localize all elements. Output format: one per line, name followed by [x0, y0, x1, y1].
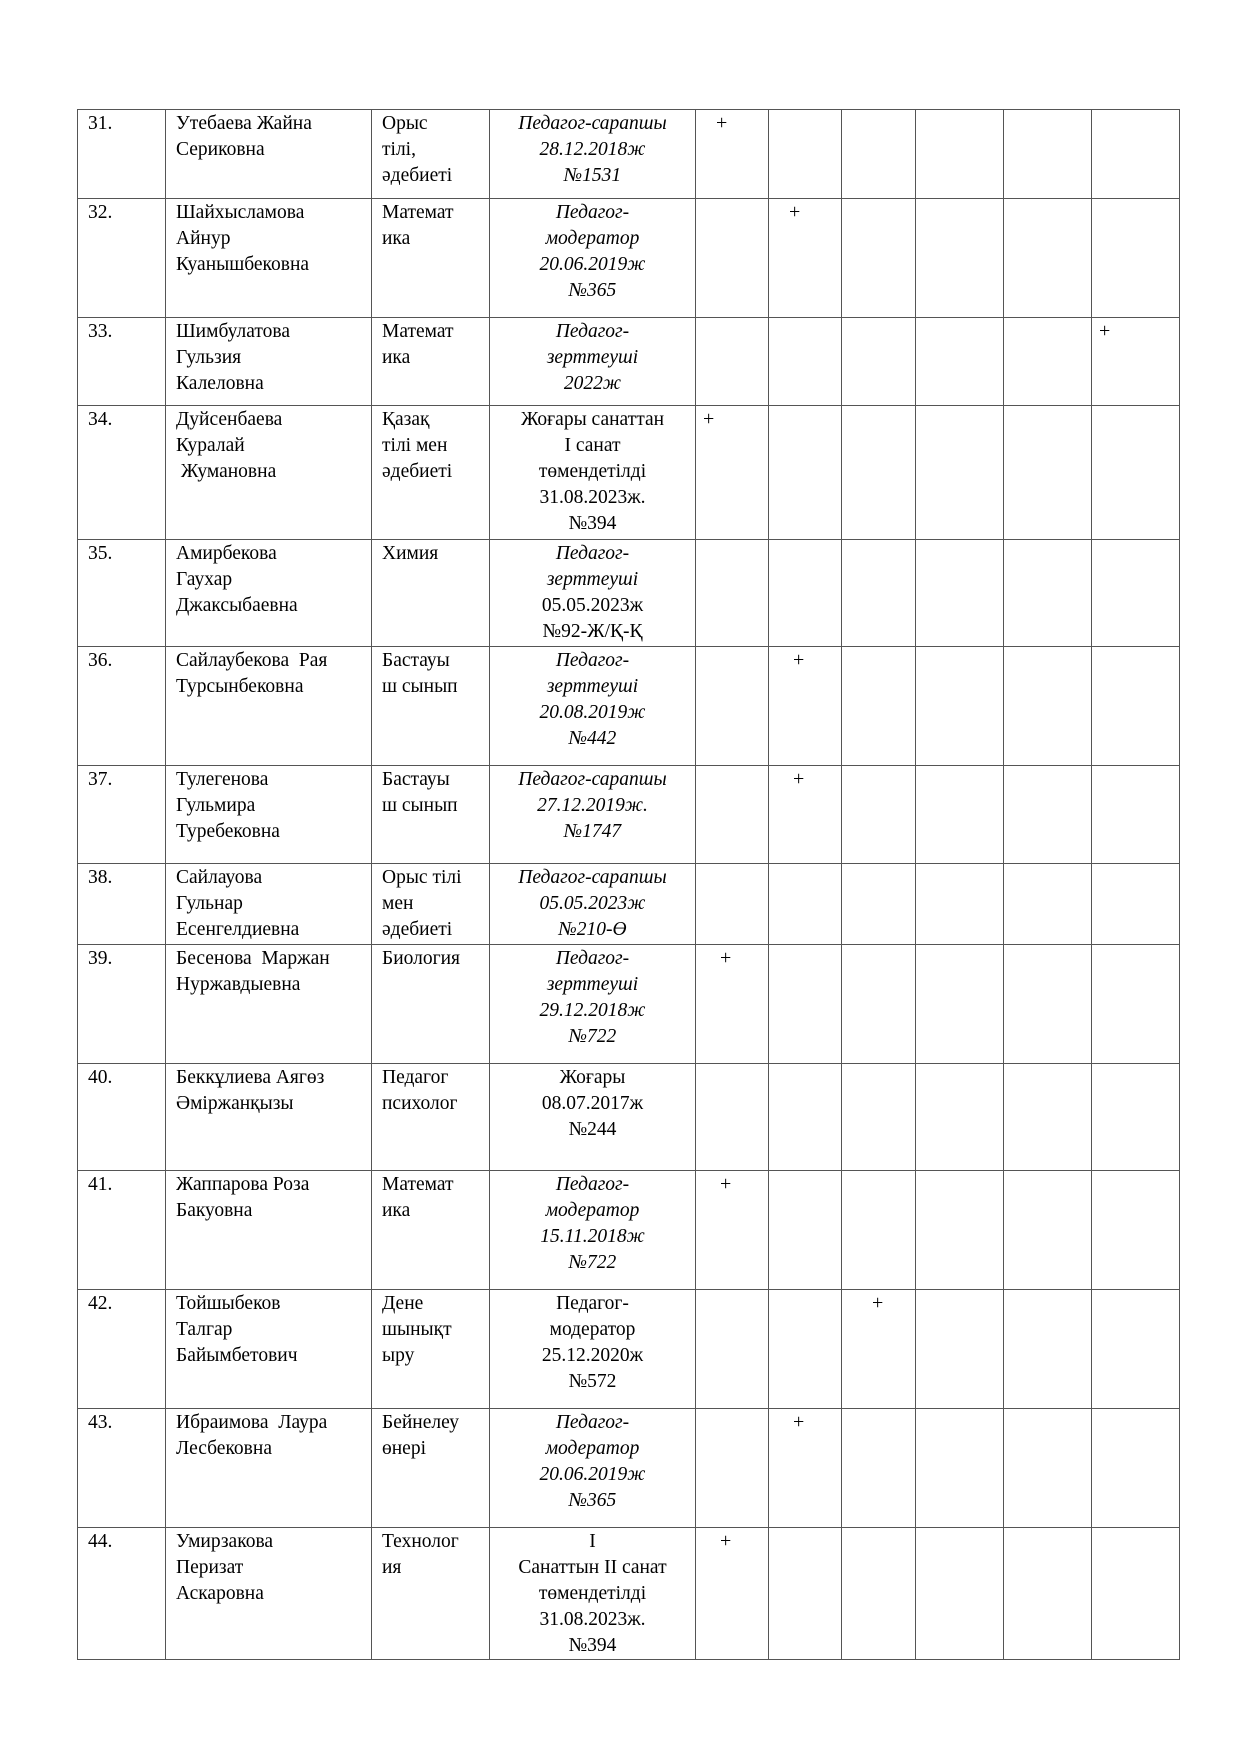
table-row [78, 406, 1180, 540]
cell-line: 05.05.2023ж [539, 893, 646, 914]
mark-cell [696, 945, 769, 1064]
mark-cell [769, 540, 842, 647]
cell-line: Джаксыбаевна [176, 595, 298, 616]
mark-cell [916, 1171, 1004, 1290]
cell-line: Педагог- [555, 321, 630, 342]
mark-cell [769, 1290, 842, 1409]
cell-line: ия [382, 1557, 402, 1578]
mark-cell [1092, 318, 1180, 406]
subject [372, 110, 490, 199]
table-row [78, 1290, 1180, 1409]
mark-cell [916, 766, 1004, 864]
mark-cell [769, 1409, 842, 1528]
cell-line: Сериковна [176, 139, 265, 160]
cell-line: Бастауы [382, 650, 450, 671]
teacher-name [166, 199, 372, 318]
mark-cell [1004, 110, 1092, 199]
mark-cell [696, 406, 769, 540]
cell-line: 31.08.2023ж. [539, 1609, 646, 1630]
cell-line: Турсынбековна [176, 676, 304, 697]
cell-line: I [589, 1531, 596, 1552]
cell-line: 08.07.2017ж [541, 1093, 644, 1114]
cell-line: Беккұлиева Аягөз [176, 1067, 325, 1088]
cell-line: Жоғары [559, 1067, 626, 1088]
cell-line: Куанышбековна [176, 254, 310, 275]
qualification-category [490, 406, 696, 540]
row-number: 31. [78, 110, 166, 199]
cell-line: ика [382, 1200, 411, 1221]
mark-cell [1004, 540, 1092, 647]
qualification-category [490, 540, 696, 647]
cell-line: 2022ж [563, 373, 622, 394]
cell-line: Айнур [176, 228, 231, 249]
mark-cell [916, 864, 1004, 945]
mark-cell [842, 1171, 916, 1290]
cell-line: №210-Ө [558, 919, 627, 940]
teacher-name [166, 406, 372, 540]
mark-cell [1092, 1528, 1180, 1660]
cell-line: Орыс [382, 113, 428, 134]
teacher-name [166, 864, 372, 945]
cell-line: Бейнелеу [382, 1412, 460, 1433]
cell-line: Сайлауова [176, 867, 263, 888]
mark-cell [1092, 540, 1180, 647]
mark-cell [769, 766, 842, 864]
mark-cell [1092, 199, 1180, 318]
cell-line: Педагог- [555, 202, 630, 223]
cell-line: Жаппарова Роза [176, 1174, 310, 1195]
mark-cell [916, 1528, 1004, 1660]
row-number: 34. [78, 406, 166, 540]
table-row [78, 766, 1180, 864]
mark-cell [916, 199, 1004, 318]
teacher-name [166, 647, 372, 766]
mark-cell [769, 864, 842, 945]
mark-cell [842, 318, 916, 406]
qualification-category [490, 1290, 696, 1409]
qualification-category [490, 1171, 696, 1290]
mark-cell [916, 647, 1004, 766]
mark-cell [916, 1064, 1004, 1171]
mark-cell [1092, 1064, 1180, 1171]
cell-line: Туребековна [176, 821, 280, 842]
cell-line: өнері [382, 1438, 427, 1459]
subject [372, 1064, 490, 1171]
mark-cell [1092, 1290, 1180, 1409]
mark-cell [842, 864, 916, 945]
mark-cell [916, 1409, 1004, 1528]
mark-cell [842, 540, 916, 647]
cell-line: зерттеуші [546, 974, 639, 995]
cell-line: Қазақ [382, 409, 430, 430]
cell-line: Тулегенова [176, 769, 269, 790]
cell-line: Ибраимова Лаура [176, 1412, 328, 1433]
cell-line: Орыс тілі [382, 867, 462, 888]
cell-line: Байымбетович [176, 1345, 298, 1366]
cell-line: Педагог-сарапшы [518, 769, 667, 790]
cell-line: Педагог- [555, 543, 630, 564]
mark-cell [842, 766, 916, 864]
cell-line: №572 [568, 1371, 617, 1392]
table-row [78, 1409, 1180, 1528]
cell-line: Педагог- [555, 1174, 630, 1195]
cell-line: Педагог- [555, 650, 630, 671]
cell-line: №394 [568, 1635, 617, 1656]
mark-cell [1004, 1409, 1092, 1528]
qualification-category [490, 318, 696, 406]
mark-cell [696, 318, 769, 406]
qualification-category [490, 110, 696, 199]
cell-line: Утебаева Жайна [176, 113, 312, 134]
cell-line: модератор [549, 1319, 636, 1340]
cell-line: Шайхысламова [176, 202, 305, 223]
mark-cell [1004, 406, 1092, 540]
row-number: 38. [78, 864, 166, 945]
cell-line: Гаухар [176, 569, 233, 590]
cell-line: №365 [568, 280, 617, 301]
row-number: 42. [78, 1290, 166, 1409]
teacher-name [166, 318, 372, 406]
cell-line: 05.05.2023ж [541, 595, 644, 616]
mark-cell [1092, 1171, 1180, 1290]
table-row [78, 318, 1180, 406]
mark-cell [696, 540, 769, 647]
mark-cell [1092, 766, 1180, 864]
row-number: 39. [78, 945, 166, 1064]
row-number: 41. [78, 1171, 166, 1290]
subject [372, 945, 490, 1064]
table-row [78, 647, 1180, 766]
qualification-category [490, 647, 696, 766]
cell-line: әдебиеті [382, 461, 453, 482]
mark-cell [916, 945, 1004, 1064]
mark-cell [696, 864, 769, 945]
mark-cell [1004, 199, 1092, 318]
cell-line: Амирбекова [176, 543, 277, 564]
subject [372, 199, 490, 318]
mark-cell [1004, 1171, 1092, 1290]
subject [372, 318, 490, 406]
qualification-category [490, 766, 696, 864]
plus-mark: + [1099, 320, 1111, 342]
cell-line: 29.12.2018ж [539, 1000, 646, 1021]
row-number: 35. [78, 540, 166, 647]
table-row [78, 1171, 1180, 1290]
cell-line: Куралай [176, 435, 245, 456]
subject [372, 1290, 490, 1409]
teacher-name [166, 1171, 372, 1290]
cell-line: Аскаровна [176, 1583, 264, 1604]
mark-cell [1004, 1064, 1092, 1171]
cell-line: Есенгелдиевна [176, 919, 300, 940]
cell-line: Бакуовна [176, 1200, 253, 1221]
mark-cell [696, 1528, 769, 1660]
cell-line: 20.06.2019ж [539, 254, 646, 275]
mark-cell [1004, 1528, 1092, 1660]
row-number: 36. [78, 647, 166, 766]
cell-line: Биология [382, 948, 461, 969]
mark-cell [696, 647, 769, 766]
cell-line: Лесбековна [176, 1438, 272, 1459]
mark-cell [769, 945, 842, 1064]
mark-cell [1004, 647, 1092, 766]
cell-line: модератор [545, 1200, 640, 1221]
row-number: 33. [78, 318, 166, 406]
row-number: 44. [78, 1528, 166, 1660]
cell-line: төмендетілді [538, 1583, 647, 1604]
qualification-category [490, 1528, 696, 1660]
cell-line: Жоғары санаттан [520, 409, 665, 430]
cell-line: тілі, [382, 139, 416, 160]
mark-cell [696, 199, 769, 318]
row-number: 43. [78, 1409, 166, 1528]
cell-line: Шимбулатова [176, 321, 291, 342]
mark-cell [916, 110, 1004, 199]
cell-line: әдебиеті [382, 165, 453, 186]
cell-line: Математ [382, 321, 454, 342]
mark-cell [1092, 945, 1180, 1064]
subject [372, 1409, 490, 1528]
cell-line: 27.12.2019ж. [537, 795, 648, 816]
teacher-name [166, 110, 372, 199]
mark-cell [842, 647, 916, 766]
mark-cell [842, 1290, 916, 1409]
plus-mark: + [720, 1530, 732, 1552]
mark-cell [769, 406, 842, 540]
mark-cell [769, 318, 842, 406]
mark-cell [842, 1528, 916, 1660]
mark-cell [1004, 1290, 1092, 1409]
cell-line: №244 [568, 1119, 617, 1140]
teacher-name [166, 1064, 372, 1171]
cell-line: 15.11.2018ж [540, 1226, 645, 1247]
cell-line: шынықт [382, 1319, 452, 1340]
cell-line: I санат [564, 435, 621, 456]
plus-mark: + [716, 112, 728, 134]
cell-line: ика [382, 347, 411, 368]
cell-line: зерттеуші [546, 347, 639, 368]
mark-cell [1092, 647, 1180, 766]
mark-cell [769, 1064, 842, 1171]
cell-line: Нуржавдыевна [176, 974, 301, 995]
plus-mark: + [872, 1292, 884, 1314]
cell-line: Гульзия [176, 347, 242, 368]
cell-line: Талгар [176, 1319, 233, 1340]
mark-cell [1092, 110, 1180, 199]
table-row [78, 110, 1180, 199]
cell-line: 20.06.2019ж [539, 1464, 646, 1485]
cell-line: Педагог- [555, 948, 630, 969]
cell-line: Гульмира [176, 795, 256, 816]
table-row [78, 199, 1180, 318]
row-number: 40. [78, 1064, 166, 1171]
mark-cell [696, 1171, 769, 1290]
row-number: 32. [78, 199, 166, 318]
mark-cell [842, 406, 916, 540]
cell-line: Математ [382, 1174, 454, 1195]
cell-line: Сайлаубекова Рая [176, 650, 328, 671]
mark-cell [1004, 318, 1092, 406]
mark-cell [916, 540, 1004, 647]
cell-line: 31.08.2023ж. [539, 487, 646, 508]
qualification-category [490, 199, 696, 318]
table-row [78, 1528, 1180, 1660]
mark-cell [769, 647, 842, 766]
cell-line: Педагог [382, 1067, 449, 1088]
mark-cell [842, 199, 916, 318]
cell-line: модератор [545, 228, 640, 249]
mark-cell [842, 945, 916, 1064]
cell-line: Химия [382, 543, 439, 564]
teacher-name [166, 1528, 372, 1660]
cell-line: ика [382, 228, 411, 249]
cell-line: Санаттын II санат [518, 1557, 667, 1578]
mark-cell [1004, 864, 1092, 945]
cell-line: зерттеуші [546, 569, 639, 590]
table-row [78, 945, 1180, 1064]
subject [372, 1171, 490, 1290]
mark-cell [696, 1409, 769, 1528]
mark-cell [1092, 406, 1180, 540]
cell-line: №365 [568, 1490, 617, 1511]
cell-line: №442 [568, 728, 617, 749]
cell-line: Педагог-сарапшы [518, 867, 667, 888]
cell-line: Математ [382, 202, 454, 223]
teacher-name [166, 766, 372, 864]
mark-cell [696, 1064, 769, 1171]
cell-line: ш сынып [382, 795, 458, 816]
cell-line: №394 [568, 513, 617, 534]
subject [372, 647, 490, 766]
cell-line: №1531 [563, 165, 622, 186]
cell-line: ш сынып [382, 676, 458, 697]
cell-line: төмендетілді [538, 461, 647, 482]
mark-cell [916, 406, 1004, 540]
subject [372, 1528, 490, 1660]
table-body [78, 110, 1180, 1660]
cell-line: ыру [382, 1345, 415, 1366]
mark-cell [842, 1409, 916, 1528]
subject [372, 540, 490, 647]
mark-cell [769, 199, 842, 318]
mark-cell [696, 766, 769, 864]
teacher-name [166, 1290, 372, 1409]
teacher-name [166, 945, 372, 1064]
plus-mark: + [793, 649, 805, 671]
table-row [78, 540, 1180, 647]
cell-line: Перизат [176, 1557, 244, 1578]
cell-line: Педагог- [556, 1293, 629, 1314]
cell-line: Педагог-сарапшы [518, 113, 667, 134]
cell-line: Гульнар [176, 893, 243, 914]
plus-mark: + [793, 1411, 805, 1433]
subject [372, 766, 490, 864]
mark-cell [696, 1290, 769, 1409]
cell-line: Әміржанқызы [176, 1093, 294, 1114]
subject [372, 406, 490, 540]
qualification-category [490, 945, 696, 1064]
plus-mark: + [793, 768, 805, 790]
cell-line: Умирзакова [176, 1531, 274, 1552]
subject [372, 864, 490, 945]
cell-line: тілі мен [382, 435, 448, 456]
teacher-name [166, 540, 372, 647]
plus-mark: + [789, 201, 801, 223]
mark-cell [1004, 945, 1092, 1064]
cell-line: Дене [382, 1293, 424, 1314]
cell-line: Тойшыбеков [176, 1293, 281, 1314]
mark-cell [769, 1528, 842, 1660]
plus-mark: + [720, 947, 732, 969]
qualification-category [490, 1409, 696, 1528]
mark-cell [842, 1064, 916, 1171]
cell-line: Бастауы [382, 769, 450, 790]
mark-cell [916, 318, 1004, 406]
cell-line: модератор [545, 1438, 640, 1459]
plus-mark: + [720, 1173, 732, 1195]
cell-line: 20.08.2019ж [539, 702, 646, 723]
teacher-name [166, 1409, 372, 1528]
mark-cell [769, 110, 842, 199]
table-row [78, 1064, 1180, 1171]
cell-line: Бесенова Маржан [176, 948, 330, 969]
cell-line: әдебиеті [382, 919, 453, 940]
teachers-table [77, 109, 1180, 1660]
cell-line: №92-Ж/Қ-Қ [542, 621, 643, 642]
cell-line: Жумановна [176, 461, 277, 482]
cell-line: Калеловна [176, 373, 264, 394]
cell-line: Технолог [382, 1531, 459, 1552]
cell-line: зерттеуші [546, 676, 639, 697]
cell-line: №722 [568, 1252, 617, 1273]
mark-cell [696, 110, 769, 199]
mark-cell [916, 1290, 1004, 1409]
qualification-category [490, 1064, 696, 1171]
cell-line: Дуйсенбаева [176, 409, 283, 430]
mark-cell [842, 110, 916, 199]
mark-cell [1092, 1409, 1180, 1528]
row-number: 37. [78, 766, 166, 864]
plus-mark: + [703, 408, 715, 430]
table-row [78, 864, 1180, 945]
mark-cell [1092, 864, 1180, 945]
qualification-category [490, 864, 696, 945]
cell-line: мен [382, 893, 414, 914]
cell-line: Педагог- [555, 1412, 630, 1433]
cell-line: №1747 [563, 821, 622, 842]
mark-cell [769, 1171, 842, 1290]
cell-line: психолог [382, 1093, 458, 1114]
mark-cell [1004, 766, 1092, 864]
cell-line: 28.12.2018ж [539, 139, 646, 160]
cell-line: 25.12.2020ж [541, 1345, 644, 1366]
cell-line: №722 [568, 1026, 617, 1047]
